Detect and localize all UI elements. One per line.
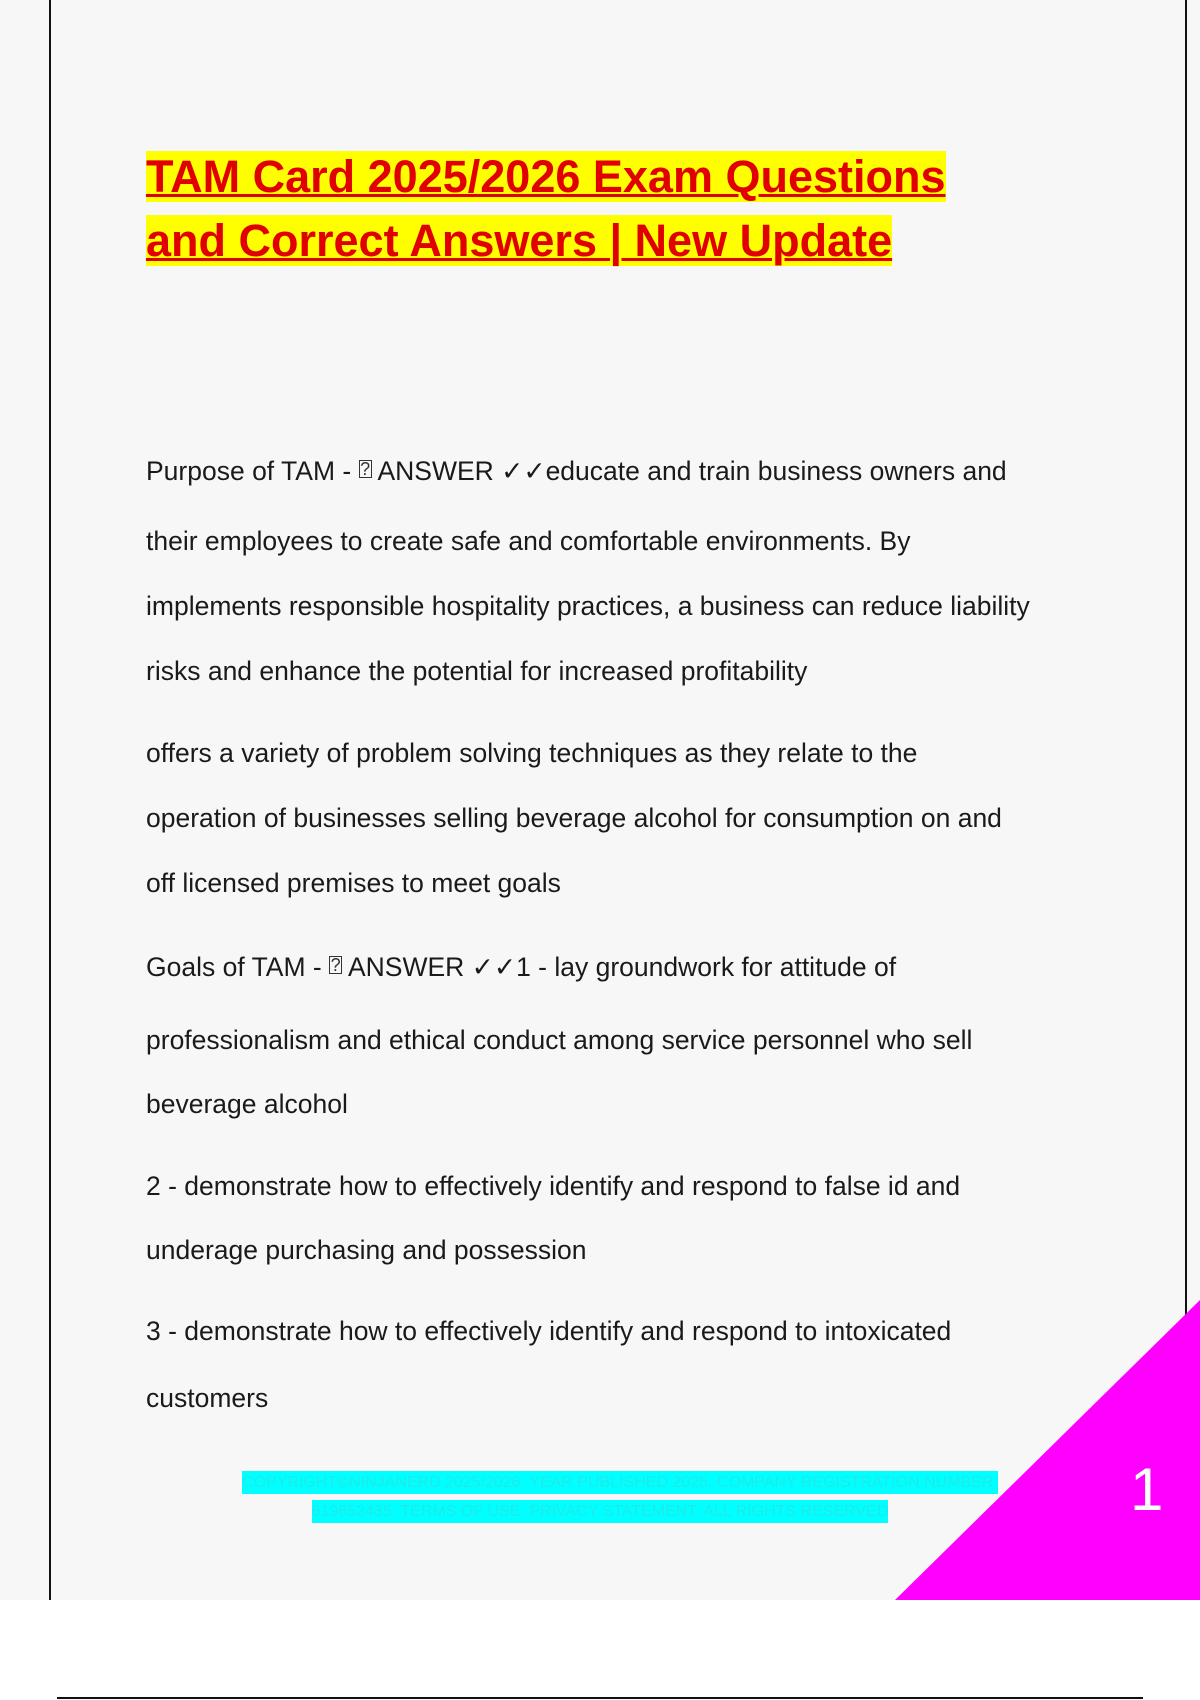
page-number: 1 xyxy=(1130,1456,1164,1523)
page-separator xyxy=(57,1697,1143,1699)
answer-line: their employees to create safe and comfortable environments. By xyxy=(146,526,911,556)
answer-line: operation of businesses selling beverage alcohol for consumption on and xyxy=(146,803,1002,833)
answer-line: underage purchasing and possession xyxy=(146,1235,587,1265)
answer-line: 3 - demonstrate how to effectively identify and respond to intoxicated xyxy=(146,1316,952,1346)
answer-line: beverage alcohol xyxy=(146,1089,348,1119)
answer-line: risks and enhance the potential for increased profitability xyxy=(146,656,808,686)
title-line-1: TAM Card 2025/2026 Exam Questions xyxy=(146,151,946,202)
answer-line: off licensed premises to meet goals xyxy=(146,868,561,898)
missing-glyph-icon: ? xyxy=(330,956,341,974)
missing-glyph-icon: ? xyxy=(360,460,371,478)
question-purpose: Purpose of TAM - ? ANSWER ✓✓educate and train business owners and xyxy=(146,456,1007,486)
copyright-footer-line-2: 619652435. TERMS OF USE. PRIVACY STATEMENT. ALL RIGHTS RESERVED xyxy=(0,1503,1200,1521)
question-goals: Goals of TAM - ? ANSWER ✓✓1 - lay groundwork for attitude of xyxy=(146,952,897,982)
answer-line: professionalism and ethical conduct among service personnel who sell xyxy=(146,1025,973,1055)
title-line-2: and Correct Answers | New Update xyxy=(146,215,893,266)
copyright-footer-line-1: COPYRIGHT©NINJANERD 2025/2026. YEAR PUBLISHED 2025. COMPANY REGISTRATION NUMBER: xyxy=(0,1474,1200,1492)
answer-line: customers xyxy=(146,1383,269,1413)
answer-line: offers a variety of problem solving techniques as they relate to the xyxy=(146,738,918,768)
answer-line: implements responsible hospitality practices, a business can reduce liability xyxy=(146,591,1030,621)
answer-line: 2 - demonstrate how to effectively identify and respond to false id and xyxy=(146,1171,961,1201)
